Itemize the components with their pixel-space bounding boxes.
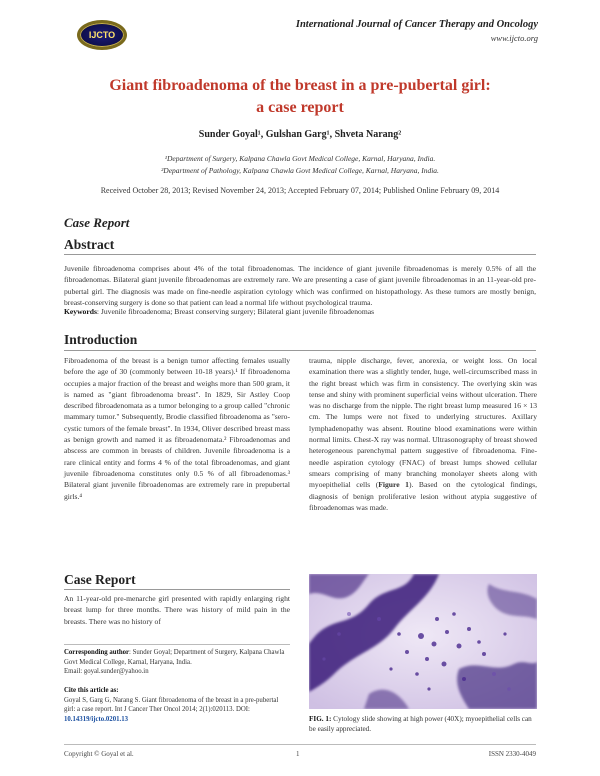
footer-copyright: Copyright © Goyal et al. bbox=[64, 750, 134, 758]
citation-label: Cite this article as: bbox=[64, 687, 119, 694]
case-report-heading: Case Report bbox=[64, 572, 136, 587]
article-dates: Received October 28, 2013; Revised November 24, 2013; Accepted February 07, 2014; Published Online February 09, 2014 bbox=[100, 186, 500, 195]
introduction-divider bbox=[64, 350, 536, 351]
journal-name: International Journal of Cancer Therapy and Oncology bbox=[295, 19, 538, 30]
footer-divider bbox=[64, 744, 536, 745]
cytology-figure bbox=[309, 574, 537, 709]
author-box-divider bbox=[64, 644, 290, 645]
affiliation-1: ¹Department of Surgery, Kalpana Chawla Govt Medical College, Karnal, Haryana, India. bbox=[164, 154, 436, 163]
keywords-text: : Juvenile fibroadenoma; Breast conserving surgery; Bilateral giant juvenile fibroadenomas bbox=[96, 307, 375, 316]
footer-page-number: 1 bbox=[296, 750, 300, 758]
figure-caption bbox=[309, 714, 537, 734]
figure-caption-text: Cytology slide showing at high power (40X); myoepithelial cells can be easily appreciated. bbox=[309, 715, 532, 733]
case-report-text-left: An 11-year-old pre-menarche girl presented with rapidly enlarging right breast lump for three months. There was history of mild pain in the breasts. There was no history of bbox=[64, 594, 290, 626]
title-line-2: a case report bbox=[256, 99, 344, 116]
figure-label: FIG. 1: bbox=[309, 715, 332, 723]
abstract-divider bbox=[64, 254, 536, 255]
corresponding-author-text: : Sunder Goyal; Department of Surgery, Kalpana Chawla Govt Medical College, Karnal, Haryana, India. bbox=[64, 649, 285, 666]
figure-reference-link[interactable]: Figure 1 bbox=[378, 480, 409, 490]
article-title bbox=[0, 75, 600, 119]
case-text-part-a: trauma, nipple discharge, fever, anorexia, or weight loss. On local examination there was a slightly tender, huge, well-circumscribed mass in the right breast which was firm in consistency. The overlying skin was tense and shiny with prominent superficial veins without ulceration. There was no discharge from the nipple. The right breast lump measured 16 × 13 cm. The lumps were not fixed to underlying structures. Axillary lymphadenopathy was absent. Routine blood examinations were within normal limits. Chest-X ray was normal. Ultrasonography of breast showed heterogeneous parenchymal pattern suggestive of fibroadenoma. Fine-needle aspiration cytology (FNAC) of breast lumps showed cellular smears comprising of many branching monolayer sheets along with myoepithelial cells ( bbox=[309, 356, 537, 490]
case-report-divider bbox=[64, 589, 290, 590]
journal-logo bbox=[77, 20, 127, 50]
cytology-slide-image bbox=[309, 574, 537, 709]
corresponding-author-email[interactable]: Email: goyal.sunder@yahoo.in bbox=[64, 668, 149, 676]
corresponding-author bbox=[64, 648, 289, 677]
abstract-text: Juvenile fibroadenoma comprises about 4% of the total fibroadenomas. The incidence of giant juvenile fibroadenomas is merely 0.5% of all the fibroadenomas. Bilateral giant juvenile fibroadenomas are extremely rare. We are presenting a case of giant juvenile fibroadenomas in an 11-year-old pre-pubertal girl. The diagnosis was made on fine-needle aspiration cytology which was confirmed on histopathology. As these tumors are mostly benign, breast-conserving surgery is done so that patient can lead a normal life without psychological trauma. bbox=[64, 264, 536, 307]
article-type: Case Report bbox=[64, 215, 130, 230]
case-text-part-b: ). Based on the cytological findings, diagnosis of benign proliferative lesion without atypia suggestive of fibroadenomas was made. bbox=[309, 480, 537, 512]
corresponding-author-label: Corresponding author bbox=[64, 649, 130, 656]
introduction-heading: Introduction bbox=[64, 332, 138, 347]
journal-url[interactable]: www.ijcto.org bbox=[490, 33, 538, 43]
introduction-text: Fibroadenoma of the breast is a benign tumor affecting females usually before the age of 30 (commonly between 10-18 years).¹ If fibroadenoma occupies a major fraction of the breast and weighs more than 500 gram, it is named as "giant fibroadenoma breast". In 1829, Sir Astley Coop described fibroadenomata as a tumor belonging to a group called "chronic mammary tumor." Subsequently, Brodie classified fibroadenoma as "sero-cystic tumors of the female breast". In 1934, Oliver described breast mass as benign growth and named it as fibroadenomata.² Fibroadenomas and abscess are common in breasts of children. Juvenile fibroadenoma is a rare clinical entity and forms 4 % of the total fibroadenomas, and giant juvenile fibroadenoma constitutes only 0.5 % of all fibroadenomas.³ Bilateral giant juvenile fibroadenomas are extremely rare in prepubertal girls.⁴ bbox=[64, 356, 290, 501]
authors: Sunder Goyal¹, Gulshan Garg¹, Shveta Narang² bbox=[198, 129, 402, 140]
affiliation-2: ²Department of Pathology, Kalpana Chawla Govt Medical College, Karnal, Haryana, India. bbox=[161, 166, 439, 175]
abstract-heading: Abstract bbox=[64, 237, 115, 252]
citation-text: Goyal S, Garg G, Narang S. Giant fibroadenoma of the breast in a pre-pubertal girl: a case report. Int J Cancer Ther Oncol 2014; 2(1):020113. DOI: bbox=[64, 696, 279, 714]
keywords-label: Keywords bbox=[64, 307, 97, 316]
journal-logo-text: IJCTO bbox=[88, 30, 116, 40]
citation-block bbox=[64, 686, 289, 724]
title-line-1: Giant fibroadenoma of the breast in a pre-pubertal girl: bbox=[109, 77, 491, 94]
case-report-text-right bbox=[309, 355, 537, 513]
doi-link[interactable]: 10.14319/ijcto.0201.13 bbox=[64, 715, 128, 723]
keywords bbox=[64, 307, 374, 316]
footer-issn: ISSN 2330-4049 bbox=[488, 750, 536, 758]
